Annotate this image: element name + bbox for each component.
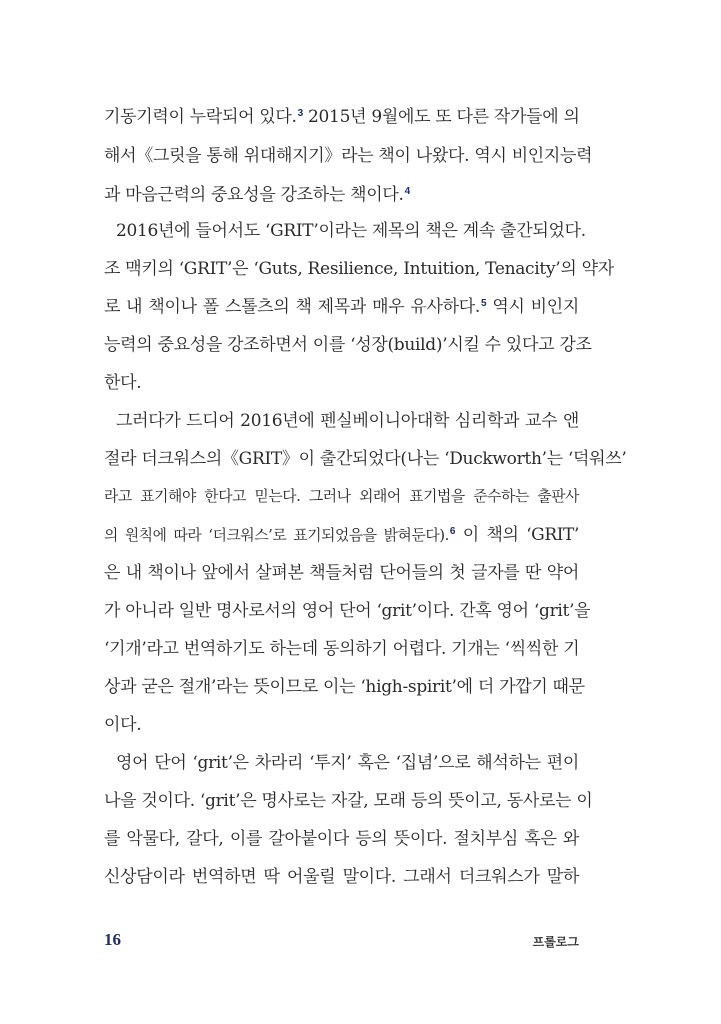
text-line: 조 맥키의 ‘GRIT’은 ‘Guts, Resilience, Intuition, Tenacity’의 약자 (104, 259, 614, 279)
paragraph-start-line: 그러다가 드디어 2016년에 펜실베이니아대학 심리학과 교수 앤 (116, 411, 579, 431)
text-line: 기동기력이 누락되어 있다.$^3$ 2015년 9월에도 또 다른 작가들에 의 (104, 107, 580, 127)
text-line: 과 마음근력의 중요성을 강조하는 책이다.$^4$ (104, 185, 410, 205)
text-line: 능력의 중요성을 강조하면서 이를 ‘성장(build)’시킬 수 있다고 강조 (104, 335, 592, 355)
text-line: 한다. (104, 373, 142, 393)
footnote-ref: 4 (404, 186, 410, 197)
text-line: 상과 굳은 절개’라는 뜻이므로 이는 ‘high-spirit’에 더 가깝기 때문 (104, 677, 585, 697)
footnote-ref: 6 (449, 526, 456, 537)
text-line: ‘기개’라고 번역하기도 하는데 동의하기 어렵다. 기개는 ‘씩씩한 기 (104, 639, 580, 659)
text-line: 의 원칙에 따라 ‘더크워스’로 표기되었음을 밝혀둔다).$^6$ 이 책의 ‘GRIT’ (104, 525, 579, 545)
paragraph-start-line: 영어 단어 ‘grit’은 차라리 ‘투지’ 혹은 ‘집념’으로 해석하는 편이 (116, 753, 579, 773)
paragraph-start-line: 2016년에 들어서도 ‘GRIT’이라는 제목의 책은 계속 출간되었다. (116, 221, 586, 241)
text-line: 로 내 책이나 폴 스톨츠의 책 제목과 매우 유사하다.$^5$ 역시 비인지 (104, 297, 579, 317)
text-line: 은 내 책이나 앞에서 살펴본 책들처럼 단어들의 첫 글자를 딴 약어 (104, 563, 579, 583)
text-line: 라고 표기해야 한다고 믿는다. 그러나 외래어 표기법을 준수하는 출판사 (104, 488, 579, 505)
text-line: 이다. (104, 715, 142, 735)
footnote-ref: 3 (297, 108, 303, 119)
page-number: 16 (104, 930, 121, 949)
text-line: 해서《그릿을 통해 위대해지기》라는 책이 나왔다. 역시 비인지능력 (104, 146, 593, 166)
running-footer-title: 프롤로그 (532, 935, 579, 949)
text-line: 를 악물다, 갈다, 이를 갈아붙이다 등의 뜻이다. 절치부심 혹은 와 (104, 829, 579, 849)
text-line: 나을 것이다. ‘grit’은 명사로는 자갈, 모래 등의 뜻이고, 동사로는 이 (104, 791, 593, 811)
text-line: 신상담이라 번역하면 딱 어울릴 말이다. 그래서 더크워스가 말하 (104, 867, 579, 887)
footnote-ref: 5 (481, 298, 487, 309)
text-line: 가 아니라 일반 명사로서의 영어 단어 ‘grit’이다. 간혹 영어 ‘grit’을 (104, 601, 591, 621)
text-line: 절라 더크워스의《GRIT》이 출간되었다(나는 ‘Duckworth’는 ‘덕워쓰’ (104, 449, 627, 469)
